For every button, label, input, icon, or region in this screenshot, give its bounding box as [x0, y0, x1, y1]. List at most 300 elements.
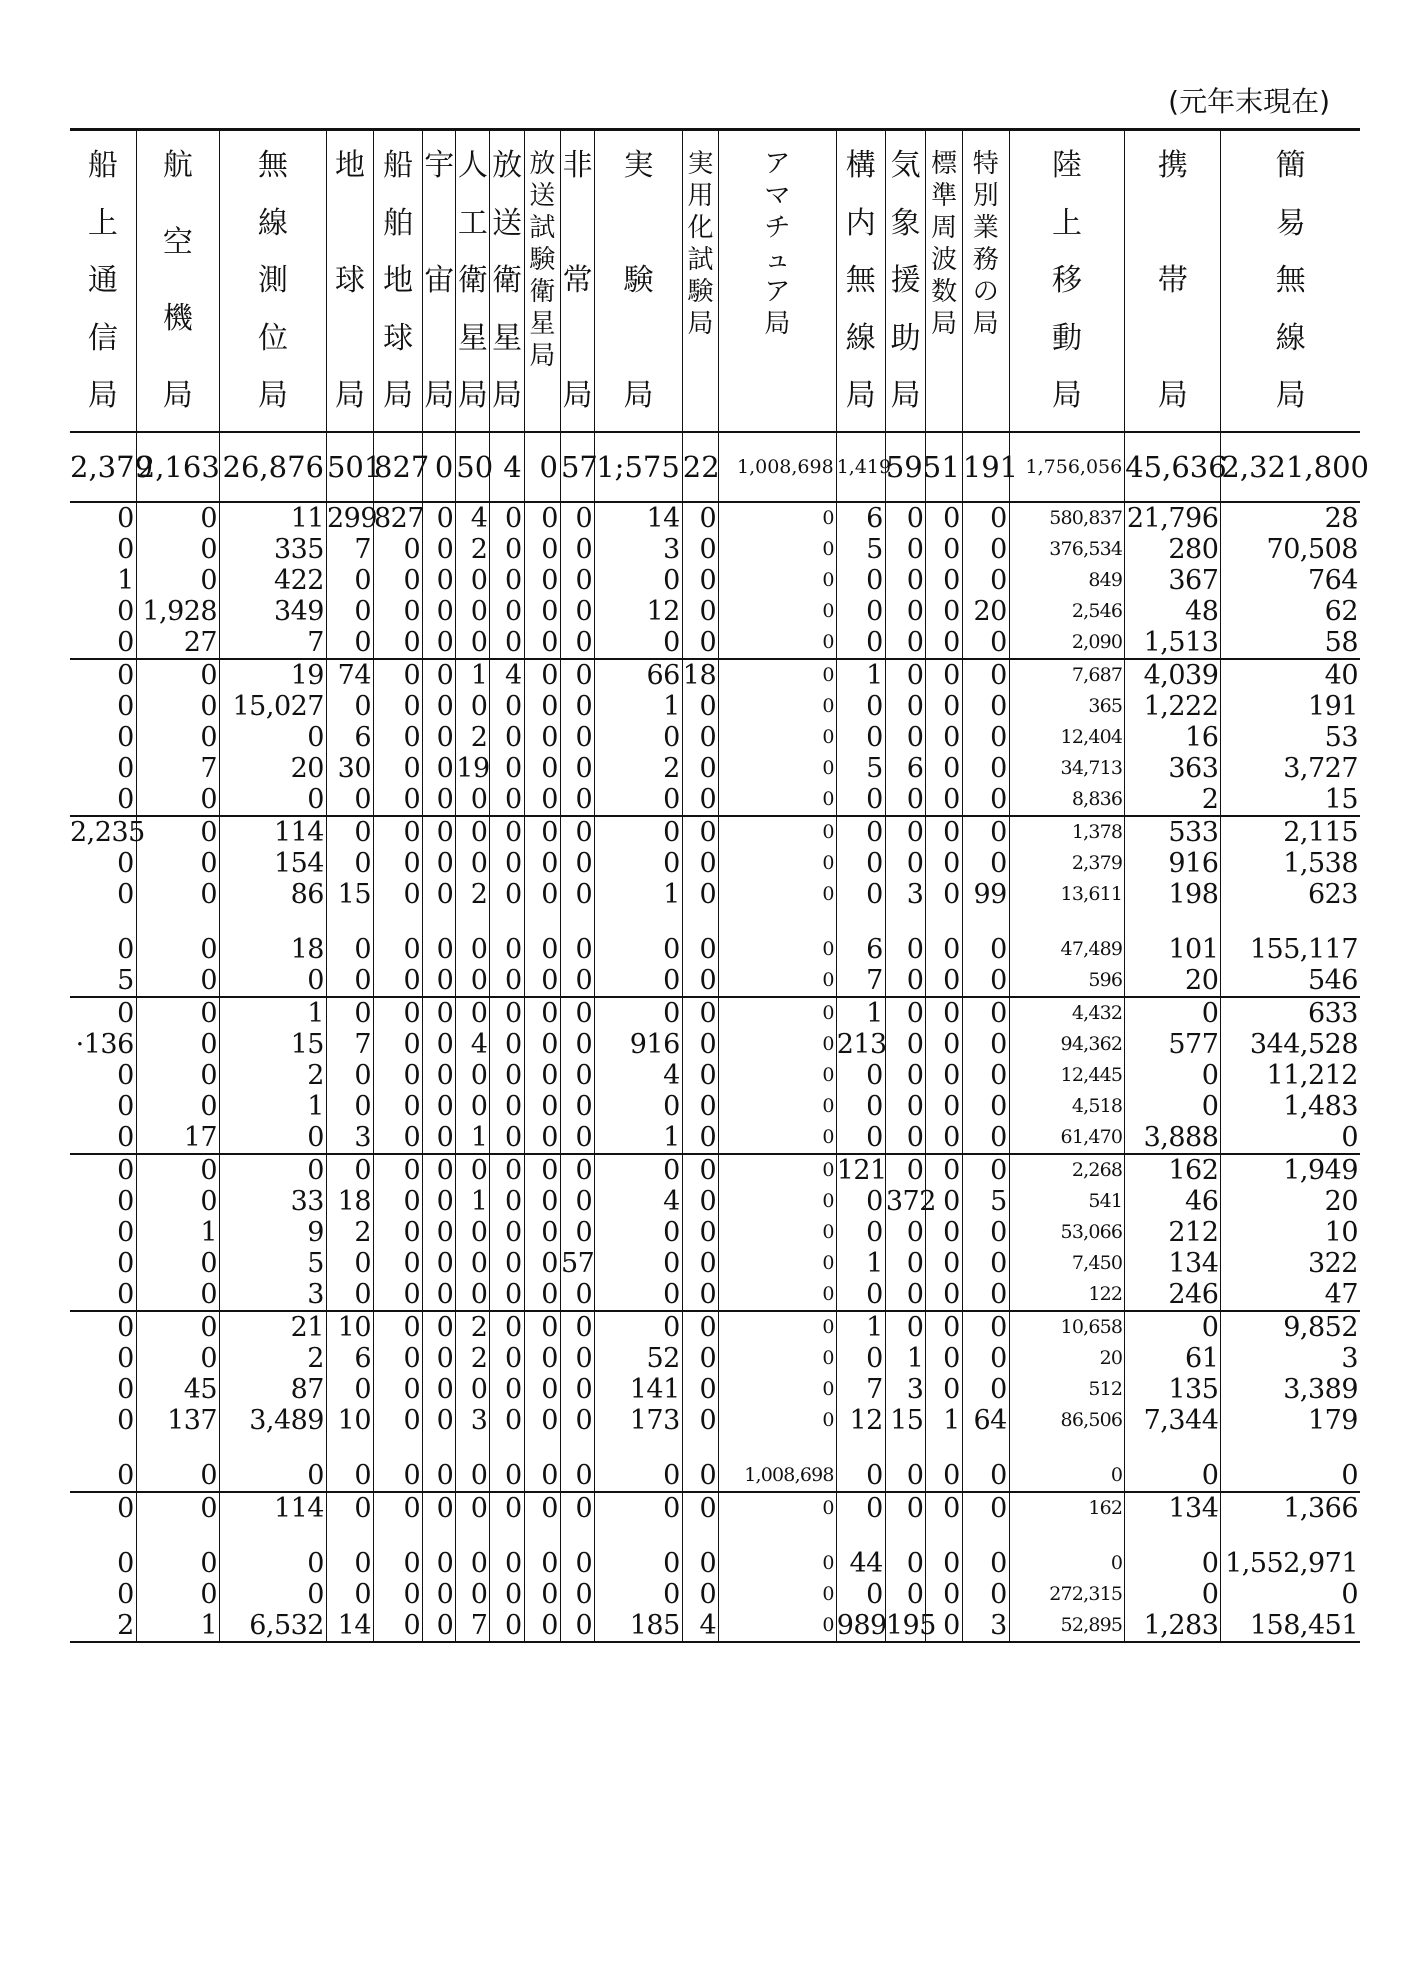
data-value: 58 [1324, 627, 1358, 658]
header-char: 星 [529, 309, 556, 339]
data-value: 0 [575, 1548, 593, 1579]
column-header [719, 130, 837, 433]
data-value: 0 [436, 660, 454, 691]
data-value: 0 [200, 565, 218, 596]
total-cell: 2,163 [136, 432, 219, 502]
column-header [456, 130, 490, 433]
data-value: 0 [1341, 1122, 1358, 1153]
data-value: 0 [822, 1583, 834, 1605]
header-char: 局 [1275, 378, 1306, 413]
data-value: 0 [943, 965, 960, 996]
data-value: 0 [470, 784, 488, 815]
data-cell [524, 1311, 560, 1492]
data-cell [136, 1311, 219, 1492]
data-value: 7 [307, 627, 324, 658]
data-value: 0 [575, 1279, 593, 1310]
data-value: 1 [470, 1186, 488, 1217]
total-cell: 4 [490, 432, 524, 502]
data-value: 0 [354, 1548, 371, 1579]
data-value [595, 1436, 680, 1460]
header-char: 助 [890, 320, 921, 356]
data-cell [490, 1311, 524, 1492]
header-char: 局 [529, 341, 556, 371]
totals-row [70, 432, 1360, 502]
data-value: 0 [307, 965, 324, 996]
data-value: 0 [866, 879, 883, 910]
data-value [1010, 910, 1122, 934]
data-value: 20 [1099, 1347, 1123, 1369]
data-cell [682, 816, 718, 997]
data-value: 0 [470, 1217, 488, 1248]
data-value: 5 [117, 965, 134, 996]
data-value: 0 [575, 1343, 593, 1374]
data-value: 0 [906, 534, 924, 565]
data-value: 0 [699, 879, 717, 910]
data-value: 0 [436, 848, 454, 879]
data-value [963, 910, 1007, 934]
data-value: 335 [273, 534, 324, 565]
data-value: 0 [354, 565, 371, 596]
data-value: 0 [541, 1186, 558, 1217]
data-value: 0 [699, 534, 717, 565]
data-value: 0 [307, 1548, 324, 1579]
data-value: 0 [990, 1091, 1007, 1122]
data-value: 0 [699, 722, 717, 753]
data-value [374, 1524, 420, 1548]
data-value: 633 [1307, 998, 1358, 1029]
data-value: 0 [866, 1091, 883, 1122]
data-value: 0 [200, 691, 218, 722]
data-value: 0 [663, 998, 680, 1029]
data-cell [374, 1154, 423, 1311]
data-value: 0 [990, 660, 1007, 691]
column-header-label [683, 151, 718, 411]
header-char: 線 [1275, 320, 1306, 356]
data-value: 916 [629, 1029, 680, 1060]
data-value: 0 [990, 1122, 1007, 1153]
data-value: 0 [943, 1610, 960, 1641]
data-value: 0 [575, 753, 593, 784]
column-header-label [837, 148, 885, 413]
data-value: 0 [354, 627, 371, 658]
data-value: 0 [403, 1343, 421, 1374]
data-value: 0 [575, 1493, 593, 1524]
data-value: 0 [575, 934, 593, 965]
data-value: 87 [290, 1374, 324, 1405]
data-value [595, 910, 680, 934]
data-value: 0 [663, 722, 680, 753]
data-value: 0 [541, 534, 558, 565]
header-char: 験 [623, 263, 654, 298]
data-value: 0 [1341, 1579, 1358, 1610]
header-char: 試 [529, 213, 556, 243]
data-value: 0 [699, 565, 717, 596]
data-value: 33 [290, 1186, 324, 1217]
data-value: 0 [436, 965, 454, 996]
data-value: 0 [990, 998, 1007, 1029]
data-value: 0 [866, 691, 883, 722]
data-value [886, 1436, 924, 1460]
data-value: 0 [822, 631, 834, 653]
data-value: 0 [575, 1091, 593, 1122]
data-cell [490, 502, 524, 659]
column-header-label [374, 148, 422, 413]
data-value: 0 [504, 1279, 522, 1310]
data-value: 2 [307, 1060, 324, 1091]
data-cell [836, 502, 885, 659]
data-cell [220, 502, 327, 659]
data-value: 11 [290, 503, 324, 534]
data-value: 0 [403, 1029, 421, 1060]
data-value: 0 [541, 627, 558, 658]
data-value: 623 [1307, 879, 1358, 910]
data-value: 0 [470, 998, 488, 1029]
data-value: 0 [575, 1217, 593, 1248]
data-value: 541 [1088, 1190, 1123, 1212]
data-value: 179 [1307, 1405, 1358, 1436]
data-cell [136, 1154, 219, 1311]
data-value: 0 [575, 1374, 593, 1405]
data-value: 0 [822, 1378, 834, 1400]
header-char: 簡 [1275, 148, 1306, 183]
header-char: 衛 [529, 277, 556, 307]
data-value: 0 [541, 784, 558, 815]
data-value [926, 1436, 959, 1460]
data-cell [70, 1154, 136, 1311]
data-value: 13,611 [1060, 883, 1123, 905]
data-value: 0 [541, 998, 558, 1029]
data-cell [962, 659, 1009, 816]
data-cell [560, 1154, 594, 1311]
data-value: 2,268 [1071, 1159, 1123, 1181]
header-char: 船 [383, 148, 414, 183]
data-value: 0 [906, 1217, 924, 1248]
header-char: 船 [87, 148, 118, 183]
data-value: 0 [354, 784, 371, 815]
data-value: 0 [663, 1217, 680, 1248]
header-char: 局 [258, 378, 289, 413]
header-char: 局 [334, 378, 365, 413]
data-value: 0 [906, 1279, 924, 1310]
data-value: 17 [183, 1122, 218, 1153]
data-value: 0 [470, 691, 488, 722]
data-cell [836, 1311, 885, 1492]
data-value: 0 [117, 1374, 134, 1405]
data-value [1010, 1436, 1122, 1460]
data-value: 0 [200, 965, 218, 996]
column-header-label [327, 148, 373, 413]
header-char: 局 [383, 378, 414, 413]
data-value: 2 [1201, 784, 1219, 815]
data-value: 0 [470, 1248, 488, 1279]
data-cell [926, 1311, 962, 1492]
data-value: 0 [403, 784, 421, 815]
data-value: 0 [699, 1060, 717, 1091]
data-value: 2,379 [1071, 852, 1123, 874]
data-value: 0 [699, 1460, 717, 1491]
data-value: 0 [470, 1060, 488, 1091]
data-value: 0 [117, 1217, 134, 1248]
data-value: 344,528 [1249, 1029, 1358, 1060]
data-value: 0 [906, 503, 924, 534]
total-cell: 50 [456, 432, 490, 502]
data-value: 0 [822, 883, 834, 905]
data-value: 0 [200, 1493, 218, 1524]
column-header-label [1125, 148, 1220, 413]
data-value: 0 [943, 1374, 960, 1405]
data-value: 0 [470, 1493, 488, 1524]
data-cell [1009, 997, 1124, 1154]
data-value [561, 1524, 592, 1548]
total-cell: 1 [926, 432, 962, 502]
data-cell [70, 816, 145, 997]
data-cell [1009, 816, 1124, 997]
data-value: 0 [822, 600, 834, 622]
header-char: 務 [972, 245, 999, 275]
data-value: 0 [575, 1122, 593, 1153]
data-cell [1125, 502, 1221, 659]
data-cell [456, 1154, 490, 1311]
data-group-row [70, 659, 1360, 816]
data-value: 0 [906, 817, 924, 848]
data-value: 0 [504, 1248, 522, 1279]
data-value: 1 [906, 1343, 924, 1374]
data-value: 154 [273, 848, 324, 879]
column-header-label [926, 151, 961, 411]
data-value: 0 [906, 998, 924, 1029]
data-value [837, 1524, 883, 1548]
data-value: 0 [403, 1060, 421, 1091]
data-value: 0 [575, 565, 593, 596]
data-cell [836, 997, 885, 1154]
data-cell [719, 502, 837, 659]
data-value: 512 [1088, 1378, 1123, 1400]
data-value: 0 [470, 627, 488, 658]
data-value [1125, 910, 1218, 934]
data-value: 0 [504, 848, 522, 879]
header-char: 球 [334, 263, 365, 298]
data-value: 0 [200, 722, 218, 753]
data-value: 0 [906, 565, 924, 596]
data-value: 1 [663, 1122, 680, 1153]
data-cell [456, 659, 490, 816]
data-value: 0 [699, 503, 717, 534]
data-value: 0 [943, 848, 960, 879]
data-cell [1009, 502, 1124, 659]
data-value: 0 [470, 848, 488, 879]
data-value: 0 [470, 1460, 488, 1491]
header-char: 験 [529, 245, 556, 275]
data-value: 0 [699, 596, 717, 627]
data-value: 365 [1088, 695, 1123, 717]
data-value: 3 [990, 1610, 1007, 1641]
data-cell [374, 659, 423, 816]
data-value: 0 [117, 1248, 134, 1279]
data-value: 0 [403, 660, 421, 691]
data-value: 0 [990, 1029, 1007, 1060]
data-value: 0 [663, 817, 680, 848]
column-header [560, 130, 594, 433]
data-value: 158,451 [1249, 1610, 1358, 1641]
data-value: 0 [403, 934, 421, 965]
data-value: 0 [436, 753, 454, 784]
data-value: 0 [575, 1186, 593, 1217]
header-char: 無 [845, 263, 876, 298]
data-value: 0 [943, 503, 960, 534]
header-char: 通 [87, 263, 118, 298]
data-value: 0 [866, 817, 883, 848]
data-value: 0 [575, 1405, 593, 1436]
data-value: 0 [906, 1060, 924, 1091]
data-value: 2 [354, 1217, 371, 1248]
data-value: 0 [403, 1374, 421, 1405]
header-char: 星 [457, 320, 488, 356]
data-value: 989 [836, 1610, 887, 1641]
data-value [525, 910, 558, 934]
data-value: 0 [866, 848, 883, 879]
data-cell [326, 1492, 373, 1642]
header-char: 位 [258, 320, 289, 356]
data-value: 61 [1185, 1343, 1219, 1374]
data-value: 0 [990, 691, 1007, 722]
data-cell [524, 502, 560, 659]
data-value: 0 [822, 1159, 834, 1181]
data-value: 0 [117, 1122, 134, 1153]
data-cell [70, 1311, 136, 1492]
data-value: 0 [470, 1374, 488, 1405]
data-cell [719, 1492, 837, 1642]
data-value: 0 [866, 1122, 883, 1153]
data-group-row [70, 1154, 1360, 1311]
data-value: 0 [1110, 1464, 1123, 1486]
data-value: 0 [943, 1155, 960, 1186]
data-cell [595, 659, 683, 816]
data-value: 0 [403, 879, 421, 910]
column-header [220, 130, 327, 433]
data-group-row [70, 1492, 1360, 1642]
data-value: 0 [436, 1248, 454, 1279]
data-value: 0 [575, 534, 593, 565]
data-cell [1221, 1311, 1360, 1492]
total-cell: 2,321,800 [1221, 432, 1360, 502]
data-value: 0 [200, 1248, 218, 1279]
data-value: 99 [973, 879, 1007, 910]
data-value: 0 [541, 753, 558, 784]
data-value: 3 [663, 534, 680, 565]
data-value: 212 [1168, 1217, 1219, 1248]
data-value: 3 [470, 1405, 488, 1436]
data-value: 0 [575, 784, 593, 815]
data-cell [136, 659, 219, 816]
header-char: 放 [492, 148, 523, 183]
header-char: 星 [492, 320, 523, 356]
data-value: 0 [575, 1579, 593, 1610]
header-char: 送 [529, 181, 556, 211]
data-cell [374, 997, 423, 1154]
data-cell [962, 1154, 1009, 1311]
data-cell [1125, 816, 1221, 997]
data-value: 5 [866, 534, 883, 565]
data-value: 0 [200, 1091, 218, 1122]
data-value: 1 [307, 1091, 324, 1122]
data-value: 0 [436, 1460, 454, 1491]
data-value: 0 [470, 1091, 488, 1122]
data-value: 0 [943, 1217, 960, 1248]
data-cell [374, 502, 423, 659]
data-value: 4 [504, 660, 522, 691]
header-char: ュ [764, 245, 791, 275]
data-value [137, 910, 217, 934]
total-cell: 0 [423, 432, 456, 502]
header-char: 易 [1275, 205, 1306, 241]
data-value: 0 [699, 753, 717, 784]
data-value: 0 [403, 1405, 421, 1436]
header-char: 衛 [492, 263, 523, 298]
data-cell [719, 1311, 837, 1492]
data-cell [682, 1311, 718, 1492]
total-cell: 0 [524, 432, 560, 502]
data-value: 0 [200, 1312, 218, 1343]
header-char: マ [764, 181, 791, 211]
data-value: 1 [866, 1248, 883, 1279]
header-char: 局 [972, 309, 999, 339]
data-value: 0 [307, 1579, 324, 1610]
data-value: 0 [200, 1155, 218, 1186]
data-value: 0 [699, 784, 717, 815]
header-char: 球 [383, 320, 414, 356]
data-value: 0 [436, 1060, 454, 1091]
data-value: 0 [403, 1155, 421, 1186]
header-char: 試 [687, 245, 714, 275]
header-char: 準 [931, 181, 958, 211]
data-value [137, 1524, 217, 1548]
data-value: 1,366 [1283, 1493, 1358, 1524]
data-cell [1221, 1154, 1360, 1311]
data-value: 2 [470, 1312, 488, 1343]
data-value: 2 [470, 534, 488, 565]
data-value: 0 [541, 565, 558, 596]
data-value: 0 [990, 934, 1007, 965]
data-value: 0 [906, 1091, 924, 1122]
data-value: 86,506 [1060, 1409, 1123, 1431]
data-value: 1 [866, 660, 883, 691]
data-value: 0 [354, 1279, 371, 1310]
data-value: 0 [436, 565, 454, 596]
data-cell [70, 997, 136, 1154]
data-value: 0 [117, 1493, 134, 1524]
data-value: 0 [663, 1279, 680, 1310]
data-value: 101 [1168, 934, 1219, 965]
header-char: 移 [1052, 263, 1082, 298]
data-value: 0 [990, 1460, 1007, 1491]
total-cell: 2,379 [70, 432, 136, 502]
data-value: 0 [403, 596, 421, 627]
column-header-label [886, 148, 926, 413]
data-value: 0 [943, 1460, 960, 1491]
data-value: 0 [504, 784, 522, 815]
data-value: 0 [200, 1460, 218, 1491]
data-value: 0 [403, 1217, 421, 1248]
data-value: 0 [822, 1190, 834, 1212]
data-value: 44 [849, 1548, 883, 1579]
data-cell [456, 502, 490, 659]
data-cell [560, 997, 594, 1154]
data-value: 2 [307, 1343, 324, 1374]
data-value: 1,538 [1283, 848, 1358, 879]
data-value: 363 [1168, 753, 1219, 784]
data-value: 0 [541, 1493, 558, 1524]
data-value: 0 [822, 938, 834, 960]
